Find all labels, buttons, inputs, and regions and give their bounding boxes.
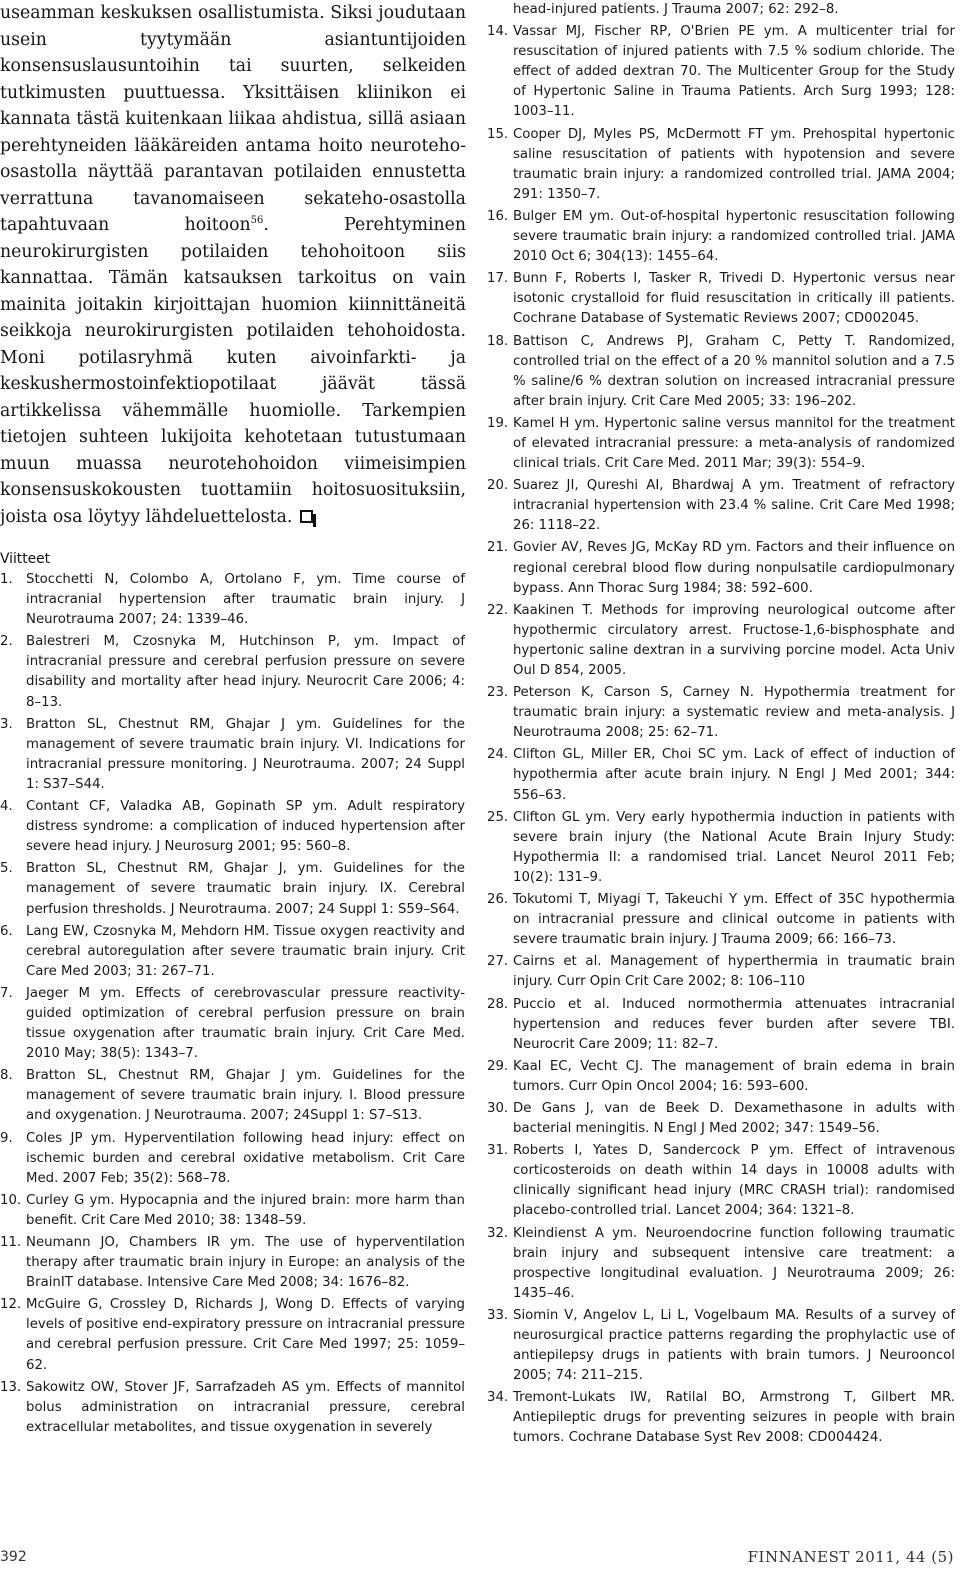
reference-item (487, 22, 955, 122)
references-list-left (0, 570, 465, 1440)
reference-item (487, 538, 955, 598)
reference-text: Suarez JI, Qureshi AI, Bhardwaj A ym. Treatment of refractory intracranial hypertension with 23.4 % saline. Crit Care Med 1998; 26: 1118–22. (513, 478, 955, 534)
reference-text: Cooper DJ, Myles PS, McDermott FT ym. Prehospital hypertonic saline resuscitation of patients with hypotension and severe traumatic brain injury: a randomized controlled trial. JAMA 2004; 291: 1350–7. (513, 126, 955, 202)
reference-text: Clifton GL, Miller ER, Choi SC ym. Lack of effect of induction of hypothermia after acute brain injury. N Engl J Med 2001; 344: 556–63. (513, 747, 955, 803)
reference-number: 20. (487, 478, 509, 494)
reference-item (487, 601, 955, 681)
reference-item (0, 797, 465, 857)
reference-text: Tokutomi T, Miyagi T, Takeuchi Y ym. Effect of 35C hypothermia on intracranial pressure and clinical outcome in patients with severe traumatic brain injury. J Trauma 2009; 66: 166–73. (513, 892, 955, 948)
reference-number: 25. (487, 809, 509, 825)
references-heading: Viitteet (0, 551, 51, 567)
reference-text: Lang EW, Czosnyka M, Mehdorn HM. Tissue oxygen reactivity and cerebral autoregulation after severe traumatic brain injury. Crit Care Med 2003; 31: 267–71. (26, 923, 465, 979)
reference-item (487, 952, 955, 992)
reference-text: Clifton GL ym. Very early hypothermia induction in patients with severe brain injury (the National Acute Brain Injury Study: Hypothermia II: a randomised trial. Lancet Neurol 2011 Feb; 10(2): 131–9. (513, 809, 955, 885)
reference-item (487, 890, 955, 950)
reference-number: 19. (487, 415, 509, 431)
reference-number: 30. (487, 1100, 509, 1116)
reference-item (487, 1388, 955, 1448)
reference-number: 14. (487, 24, 509, 40)
reference-item (487, 269, 955, 329)
reference-text: Roberts I, Yates D, Sandercock P ym. Effect of intravenous corticosteroids on death within 14 days in 10008 adults with clinically significant head injury (MRC CRASH trial): randomised placebo-controlled trial. Lancet 2004; 364: 1321–8. (513, 1143, 955, 1219)
reference-text: Bratton SL, Chestnut RM, Ghajar J ym. Guidelines for the management of severe traumatic brain injury. VI. Indications for intracranial pressure monitoring. J Neurotrauma. 2007; 24 Suppl 1: S37–S44. (26, 716, 465, 792)
reference-item (487, 476, 955, 536)
body-paragraph (0, 0, 466, 530)
reference-item (487, 1224, 955, 1304)
reference-item (487, 414, 955, 474)
reference-item (0, 715, 465, 795)
reference-text: Contant CF, Valadka AB, Gopinath SP ym. Adult respiratory distress syndrome: a complication of induced hypertension after severe head injury. J Neurosurg 2001; 95: 560–8. (26, 799, 465, 855)
reference-text: Curley G ym. Hypocapnia and the injured brain: more harm than benefit. Crit Care Med 2010; 38: 1348–59. (26, 1192, 465, 1228)
reference-text: Balestreri M, Czosnyka M, Hutchinson P, ym. Impact of intracranial pressure and cerebral perfusion pressure on severe disability and mortality after head injury. Neurocrit Care 2006; 4: 8–13. (26, 634, 465, 710)
reference-item (487, 1141, 955, 1221)
reference-text: Cairns et al. Management of hyperthermia in traumatic brain injury. Curr Opin Crit Care 2002; 8: 106–110 (513, 954, 955, 990)
reference-number: 7. (0, 985, 13, 1001)
reference-number: 29. (487, 1058, 509, 1074)
reference-number: 6. (0, 923, 13, 939)
reference-text: Battison C, Andrews PJ, Graham C, Petty T. Randomized, controlled trial on the effect of a 20 % mannitol solution and a 7.5 % saline/6 % dextran solution on increased intracranial pressure after brain injury. Crit Care Med 2005; 33: 196–202. (513, 333, 955, 409)
body-text-part-2: . Perehtyminen neurokirurgisten potilaiden tehohoitoon siis kannattaa. Tämän katsauksen tarkoitus on vain mainita joitakin kirjoittajan huomion kiinnittäneitä seikkoja neurokirurgisten potilaiden tehohoidosta. Moni potilasryhmä kuten aivoinfarkti- ja keskushermostoinfektiopotilaat jäävät tässä artikkelissa vähemmälle huomiolle. Tarkempien tietojen suhteen lukijoita kehotetaan tutustumaan muun muassa neurotehohoidon viimeisimpien konsensuskokousten tuottamiin hoitosuosituksiin, joista osa löytyy lähdeluettelosta. (0, 215, 466, 527)
reference-number: 5. (0, 861, 13, 877)
reference-item (487, 745, 955, 805)
reference-item (0, 1066, 465, 1126)
reference-13-continuation (487, 0, 955, 20)
reference-number: 31. (487, 1143, 509, 1159)
reference-number: 11. (0, 1235, 22, 1250)
reference-number: 33. (487, 1307, 509, 1323)
reference-number: 17. (487, 271, 509, 287)
reference-text: Peterson K, Carson S, Carney N. Hypothermia treatment for traumatic brain injury: a systematic review and meta-analysis. J Neurotrauma 2008; 25: 62–71. (513, 685, 955, 741)
reference-text: Sakowitz OW, Stover JF, Sarrafzadeh AS ym. Effects of mannitol bolus administration on intracranial pressure, cerebral extracellular metabolites, and tissue oxygenation in severely (26, 1379, 465, 1435)
reference-text: Stocchetti N, Colombo A, Ortolano F, ym. Time course of intracranial hypertension after traumatic brain injury. J Neurotrauma 2007; 24: 1339–46. (26, 572, 465, 628)
reference-item (0, 922, 465, 982)
page-number: 392 (0, 1549, 27, 1565)
reference-text: Jaeger M ym. Effects of cerebrovascular pressure reactivity-guided optimization of cerebral perfusion pressure on brain tissue oxygenation after traumatic brain injury. Crit Care Med. 2010 May; 38(5): 1343–7. (26, 985, 465, 1062)
reference-item (487, 1057, 955, 1097)
reference-item (487, 207, 955, 267)
body-text-part-1: useamman keskuksen osallistumista. Siksi joudutaan usein tyytymään asiantuntijoiden konsensuslausuntoihin tai suurten, selkeiden tutkimusten puuttuessa. Yksittäisen kliinikon ei kannata tästä kuitenkaan liikaa ahdistua, sillä asiaan perehtyneiden lääkäreiden antama hoito neuroteho-osastolla näyttää parantavan potilaiden ennustetta verrattuna tavanomaiseen sekateho-osastolla tapahtuvaan hoitoon (0, 3, 466, 235)
reference-item (0, 1129, 465, 1189)
reference-number: 9. (0, 1130, 13, 1146)
reference-item (0, 859, 465, 919)
reference-text: Bulger EM ym. Out-of-hospital hypertonic resuscitation following severe traumatic brain injury: a randomized controlled trial. JAMA 2010 Oct 6; 304(13): 1455–64. (513, 208, 955, 265)
reference-number: 2. (0, 634, 13, 650)
reference-number: 22. (487, 602, 509, 618)
reference-item (487, 125, 955, 205)
reference-text: Tremont-Lukats IW, Ratilal BO, Armstrong T, Gilbert MR. Antiepileptic drugs for preventing seizures in people with brain tumors. Cochrane Database Syst Rev 2008: CD004424. (513, 1390, 955, 1446)
reference-number: 4. (0, 799, 13, 815)
reference-number: 23. (487, 685, 509, 701)
reference-number: 18. (487, 333, 509, 349)
reference-text: Kaal EC, Vecht CJ. The management of brain edema in brain tumors. Curr Opin Oncol 2004; 16: 593–600. (513, 1058, 955, 1094)
references-list-right (487, 0, 955, 1451)
reference-item (0, 1378, 465, 1438)
reference-number: 15. (487, 126, 509, 142)
reference-text: Bunn F, Roberts I, Tasker R, Trivedi D. Hypertonic versus near isotonic crystalloid for fluid resuscitation in critically ill patients. Cochrane Database of Systematic Reviews 2007; CD002045. (513, 271, 955, 327)
reference-item (0, 632, 465, 712)
reference-number: 24. (487, 747, 509, 763)
reference-text: Puccio et al. Induced normothermia attenuates intracranial hypertension and reduces fever burden after severe TBI. Neurocrit Care 2009; 11: 82–7. (513, 996, 955, 1052)
reference-number: 21. (487, 540, 509, 556)
reference-number: 16. (487, 208, 509, 224)
reference-number: 27. (487, 954, 509, 970)
reference-number: 28. (487, 996, 509, 1012)
reference-number: 34. (487, 1390, 509, 1406)
reference-item (0, 984, 465, 1064)
reference-item (0, 570, 465, 630)
article-end-square-icon (300, 510, 313, 523)
reference-item (487, 1306, 955, 1386)
reference-number: 13. (0, 1379, 22, 1395)
reference-item (487, 808, 955, 888)
reference-text: Kamel H ym. Hypertonic saline versus mannitol for the treatment of elevated intracranial pressure: a meta-analysis of randomized clinical trials. Crit Care Med. 2011 Mar; 39(3): 554–9. (513, 415, 955, 472)
reference-text: Kleindienst A ym. Neuroendocrine function following traumatic brain injury and subsequent intensive care treatment: a prospective longitudinal evaluation. J Neurotrauma 2009; 26: 1435–46. (513, 1225, 955, 1301)
reference-item (0, 1191, 465, 1231)
reference-text: Govier AV, Reves JG, McKay RD ym. Factors and their influence on regional cerebral blood flow during nonpulsatile cardiopulmonary bypass. Ann Thorac Surg 1984; 38: 592–600. (513, 540, 955, 596)
reference-text: Bratton SL, Chestnut RM, Ghajar J ym. Guidelines for the management of severe traumatic brain injury. I. Blood pressure and oxygenation. J Neurotrauma. 2007; 24Suppl 1: S7–S13. (26, 1068, 465, 1124)
reference-number: 26. (487, 892, 509, 908)
reference-number: 3. (0, 716, 13, 732)
reference-item (487, 332, 955, 412)
reference-text: De Gans J, van de Beek D. Dexamethasone in adults with bacterial meningitis. N Engl J Med 2002; 347: 1549–56. (513, 1100, 955, 1137)
reference-number: 10. (0, 1192, 22, 1208)
reference-number: 8. (0, 1068, 13, 1084)
reference-number: 1. (0, 572, 13, 587)
reference-item (0, 1295, 465, 1375)
reference-number: 12. (0, 1297, 22, 1313)
reference-text: Vassar MJ, Fischer RP, O'Brien PE ym. A multicenter trial for resuscitation of injured patients with 7.5 % sodium chloride. The effect of added dextran 70. The Multicenter Group for the Study of Hypertonic Saline in Trauma Patients. Arch Surg 1993; 128: 1003–11. (513, 24, 955, 120)
reference-item (0, 1233, 465, 1293)
reference-text: Siomin V, Angelov L, Li L, Vogelbaum MA. Results of a survey of neurosurgical practice patterns regarding the prophylactic use of antiepilepsy drugs in patients with brain tumors. J Neurooncol 2005; 74: 211–215. (513, 1307, 955, 1384)
reference-text: Bratton SL, Chestnut RM, Ghajar J, ym. Guidelines for the management of severe traumatic brain injury. IX. Cerebral perfusion thresholds. J Neurotrauma. 2007; 24 Suppl 1: S59–S64. (26, 861, 465, 917)
reference-text: Neumann JO, Chambers IR ym. The use of hyperventilation therapy after traumatic brain injury in Europe: an analysis of the BrainIT database. Intensive Care Med 2008; 34: 1676–82. (26, 1235, 465, 1291)
reference-text: McGuire G, Crossley D, Richards J, Wong D. Effects of varying levels of positive end-expiratory pressure on intracranial pressure and cerebral perfusion pressure. Crit Care Med 1997; 25: 1059–62. (26, 1297, 465, 1373)
journal-citation: FINNANEST 2011, 44 (5) (747, 1548, 954, 1566)
reference-item (487, 683, 955, 743)
reference-text: Kaakinen T. Methods for improving neurological outcome after hypothermic circulatory arrest. Fructose-1,6-bisphosphate and hypertonic saline dextran in a surviving porcine model. Acta Univ Oul D 854, 2005. (513, 602, 955, 678)
article-body-text (0, 0, 466, 530)
reference-text: head-injured patients. J Trauma 2007; 62: 292–8. (513, 2, 839, 17)
reference-item (487, 1099, 955, 1139)
citation-superscript: 56 (250, 215, 264, 226)
reference-item (487, 995, 955, 1055)
reference-text: Coles JP ym. Hyperventilation following head injury: effect on ischemic burden and cerebral oxidative metabolism. Crit Care Med. 2007 Feb; 35(2): 568–78. (26, 1130, 465, 1186)
reference-number: 32. (487, 1225, 509, 1241)
